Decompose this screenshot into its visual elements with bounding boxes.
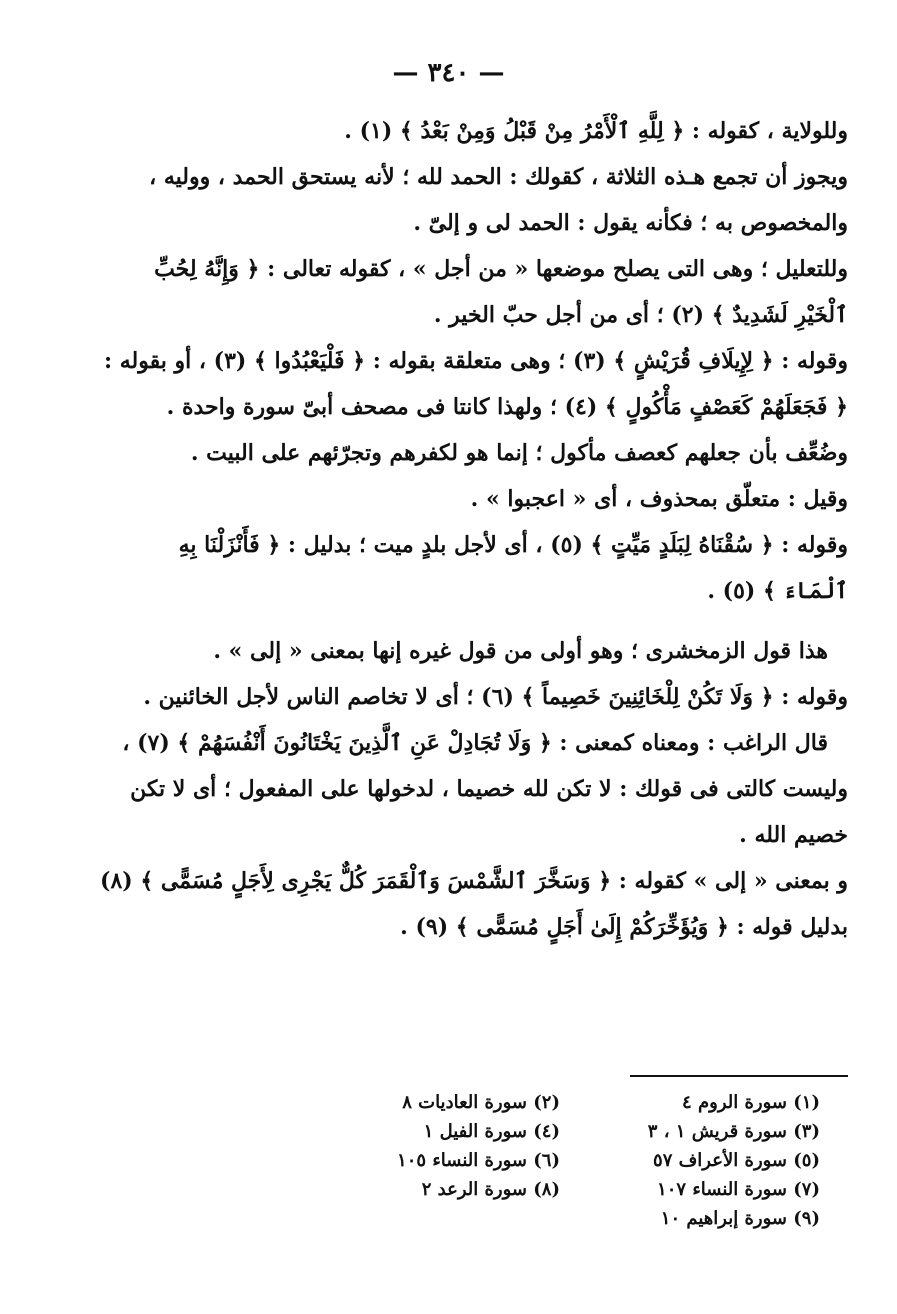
footnote-row (300, 1146, 820, 1175)
text-line: وللولاية ، كقوله : ﴿ لِلَّهِ ٱلْأَمْرُ مِنْ قَبْلُ وَمِنْ بَعْدُ ﴾ (١) . (344, 118, 848, 144)
text-line: وضُعِّف بأن جعلهم كعصف مأكول ؛ إنما هو لكفرهم وتجرّئهم على البيت . (190, 440, 848, 466)
footnote: (٣) سورة قريش ١ ، ٣ (647, 1121, 820, 1142)
paragraph-gap (118, 614, 848, 628)
footnote: (٧) سورة النساء ١٠٧ (657, 1179, 820, 1200)
text-line: وقوله : ﴿ سُقْنَاهُ لِبَلَدٍ مَيِّتٍ ﴾ (٥) ، أى لأجل بلدٍ ميت ؛ بدليل : ﴿ فَأَنْزَلْنَا بِهِ (178, 532, 848, 558)
main-text (100, 108, 848, 950)
text-line: وللتعليل ؛ وهى التى يصلح موضعها « من أجل » ، كقوله تعالى : ﴿ وَإِنَّهُ لِحُبِّ (154, 256, 848, 282)
text-line: خصيم الله . (739, 822, 848, 848)
footnote-divider (630, 1075, 848, 1077)
text-line: ﴿ فَجَعَلَهُمْ كَعَصْفٍ مَأْكُولٍ ﴾ (٤) ؛ ولهذا كانتا فى مصحف أبىّ سورة واحدة . (166, 394, 848, 420)
footnote-row (300, 1088, 820, 1117)
footnote: (٥) سورة الأعراف ٥٧ (653, 1150, 820, 1171)
footnote-row (300, 1175, 820, 1204)
text-line: قال الراغب : ومعناه كمعنى : ﴿ وَلَا تُجَادِلْ عَنِ ٱلَّذِينَ يَخْتَانُونَ أَنْفُسَهُمْ ﴾ (٧) ، (122, 730, 828, 756)
footnote: (٨) سورة الرعد ٢ (421, 1179, 560, 1200)
page-number: — ٣٤٠ — (392, 58, 505, 88)
text-line: وقوله : ﴿ وَلَا تَكُنْ لِلْخَائِنِينَ خَصِيماً ﴾ (٦) ؛ أى لا تخاصم الناس لأجل الخائنين . (143, 684, 848, 710)
text-line: وقوله : ﴿ لِإِيلَافِ قُرَيْشٍ ﴾ (٣) ؛ وهى متعلقة بقوله : ﴿ فَلْيَعْبُدُوا ﴾ (٣) ، أو بقوله : (103, 348, 848, 374)
footnote: (٦) سورة النساء ١٠٥ (397, 1150, 560, 1171)
footnote: (٩) سورة إبراهيم ١٠ (660, 1208, 820, 1229)
text-line: وقيل : متعلّق بمحذوف ، أى « اعجبوا » . (470, 486, 848, 512)
footnote: (١) سورة الروم ٤ (682, 1092, 820, 1113)
text-line: والمخصوص به ؛ فكأنه يقول : الحمد لى و إلىّ . (413, 210, 848, 236)
footnote: (٤) سورة الفيل ١ (423, 1121, 560, 1142)
text-line: ٱلْخَيْرِ لَشَدِيدٌ ﴾ (٢) ؛ أى من أجل حبّ الخير . (433, 302, 848, 328)
text-line: بدليل قوله : ﴿ وَيُؤَخِّرَكُمْ إِلَىٰ أَجَلٍ مُسَمًّى ﴾ (٩) . (400, 914, 848, 940)
text-line: و بمعنى « إلى » كقوله : ﴿ وَسَخَّرَ ٱلشَّمْسَ وَٱلْقَمَرَ كُلٌّ يَجْرِى لِأَجَلٍ مُسَمًّى ﴾ (٨) (100, 868, 848, 894)
text-line: وليست كالتى فى قولك : لا تكن لله خصيما ، لدخولها على المفعول ؛ أى لا تكن (130, 776, 848, 802)
text-line: ويجوز أن تجمع هـذه الثلاثة ، كقولك : الحمد لله ؛ لأنه يستحق الحمد ، ووليه ، (149, 164, 848, 190)
text-line: ٱلْمَاءَ ﴾ (٥) . (707, 578, 848, 604)
footnotes (300, 1088, 820, 1233)
footnote-row (300, 1117, 820, 1146)
footnote-row (300, 1204, 820, 1233)
text-line: هذا قول الزمخشرى ؛ وهو أولى من قول غيره إنها بمعنى « إلى » . (213, 638, 828, 664)
footnote: (٢) سورة العاديات ٨ (402, 1092, 560, 1113)
